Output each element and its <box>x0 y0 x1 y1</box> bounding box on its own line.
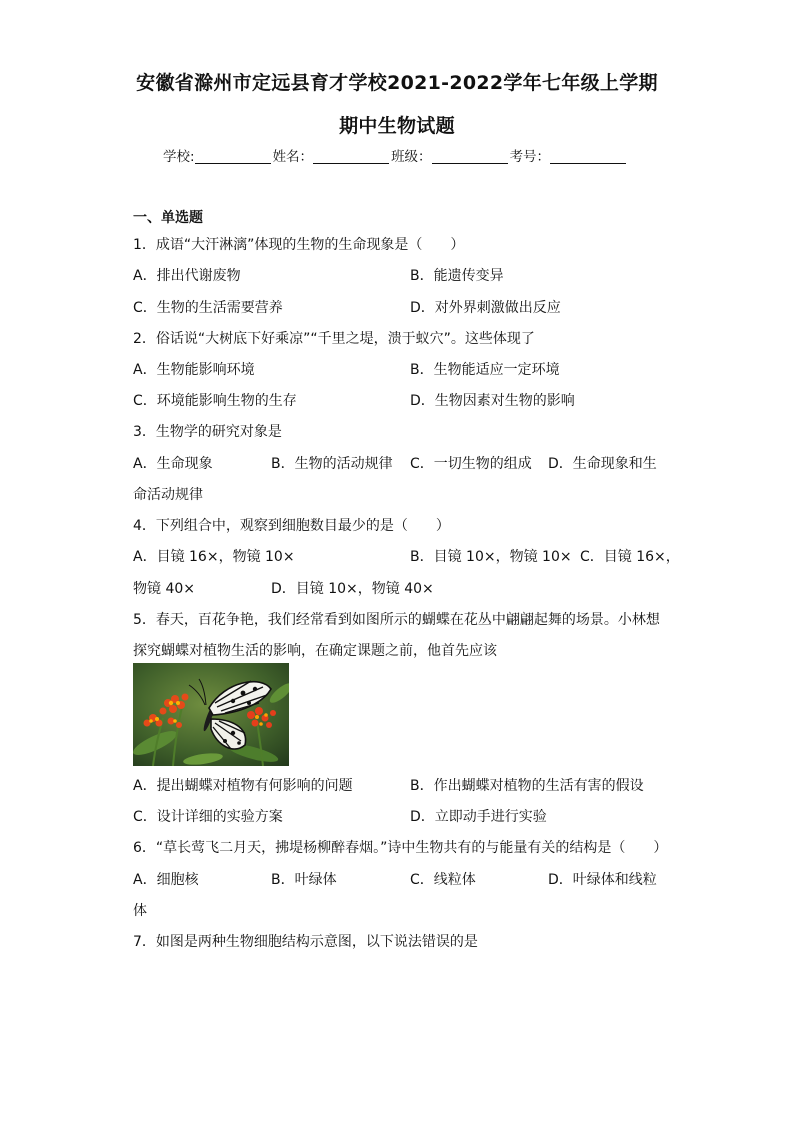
question-6-option-a: A．细胞核 <box>133 872 199 888</box>
question-7-stem: 7．如图是两种生物细胞结构示意图，以下说法错误的是 <box>133 934 478 950</box>
class-blank <box>432 149 508 164</box>
exam-no-label: 考号： <box>509 149 551 165</box>
question-3-option-d-wrap: 命活动规律 <box>133 487 203 503</box>
name-label: 姓名： <box>272 149 314 165</box>
question-5-option-d: D．立即动手进行实验 <box>410 809 547 825</box>
question-3-option-a: A．生命现象 <box>133 456 213 472</box>
student-info-line <box>163 145 628 165</box>
question-5-stem: 5．春天，百花争艳，我们经常看到如图所示的蝴蝶在花丛中翩翩起舞的场景。小林想 <box>133 612 660 628</box>
question-4-stem: 4．下列组合中，观察到细胞数目最少的是（ ） <box>133 518 450 534</box>
butterfly-photo <box>133 663 289 766</box>
question-3-stem: 3．生物学的研究对象是 <box>133 424 282 440</box>
question-4-option-a: A．目镜 16×，物镜 10× <box>133 549 295 565</box>
question-1-option-b: B．能遗传变异 <box>410 268 504 284</box>
question-4-option-c-wrap: 物镜 40× <box>133 581 195 597</box>
question-2-option-a: A．生物能影响环境 <box>133 362 255 378</box>
exam-title-line1: 安徽省滁州市定远县育才学校2021-2022学年七年级上学期 <box>136 72 658 94</box>
question-4-option-b: B．目镜 10×，物镜 10× <box>410 549 572 565</box>
question-3-option-b: B．生物的活动规律 <box>271 456 393 472</box>
exam-title-line2: 期中生物试题 <box>339 115 455 137</box>
question-2-stem: 2．俗话说“大树底下好乘凉”“千里之堤，溃于蚁穴”。这些体现了 <box>133 331 535 347</box>
question-5-option-a: A．提出蝴蝶对植物有何影响的问题 <box>133 778 353 794</box>
question-5-option-c: C．设计详细的实验方案 <box>133 809 283 825</box>
question-5-option-b: B．作出蝴蝶对植物的生活有害的假设 <box>410 778 644 794</box>
class-label: 班级： <box>391 149 432 165</box>
question-6-option-d-wrap: 体 <box>133 903 147 919</box>
question-6-option-b: B．叶绿体 <box>271 872 337 888</box>
question-1-stem: 1．成语“大汗淋漓”体现的生物的生命现象是（ ） <box>133 237 465 253</box>
question-3-option-d: D．生命现象和生 <box>548 456 657 472</box>
question-6-option-d: D．叶绿体和线粒 <box>548 872 657 888</box>
question-5-stem-continued: 探究蝴蝶对植物生活的影响，在确定课题之前，他首先应该 <box>133 643 497 659</box>
exam-no-blank <box>550 149 626 164</box>
question-2-option-c: C．环境能影响生物的生存 <box>133 393 297 409</box>
butterfly-illustration <box>133 663 289 766</box>
question-2-option-b: B．生物能适应一定环境 <box>410 362 560 378</box>
question-4-option-d: D．目镜 10×，物镜 40× <box>271 581 434 597</box>
school-blank <box>195 149 271 164</box>
question-2-option-d: D．生物因素对生物的影响 <box>410 393 575 409</box>
question-1-option-c: C．生物的生活需要营养 <box>133 300 283 316</box>
question-1-option-a: A．排出代谢废物 <box>133 268 241 284</box>
question-1-option-d: D．对外界刺激做出反应 <box>410 300 561 316</box>
section-title: 一、单选题 <box>133 210 203 226</box>
question-4-option-c: C．目镜 16×， <box>580 549 680 565</box>
question-6-option-c: C．线粒体 <box>410 872 476 888</box>
question-3-option-c: C．一切生物的组成 <box>410 456 532 472</box>
question-6-stem: 6．“草长莺飞二月天，拂堤杨柳醉春烟。”诗中生物共有的与能量有关的结构是（ ） <box>133 840 668 856</box>
name-blank <box>313 149 389 164</box>
school-label: 学校: <box>163 149 195 165</box>
